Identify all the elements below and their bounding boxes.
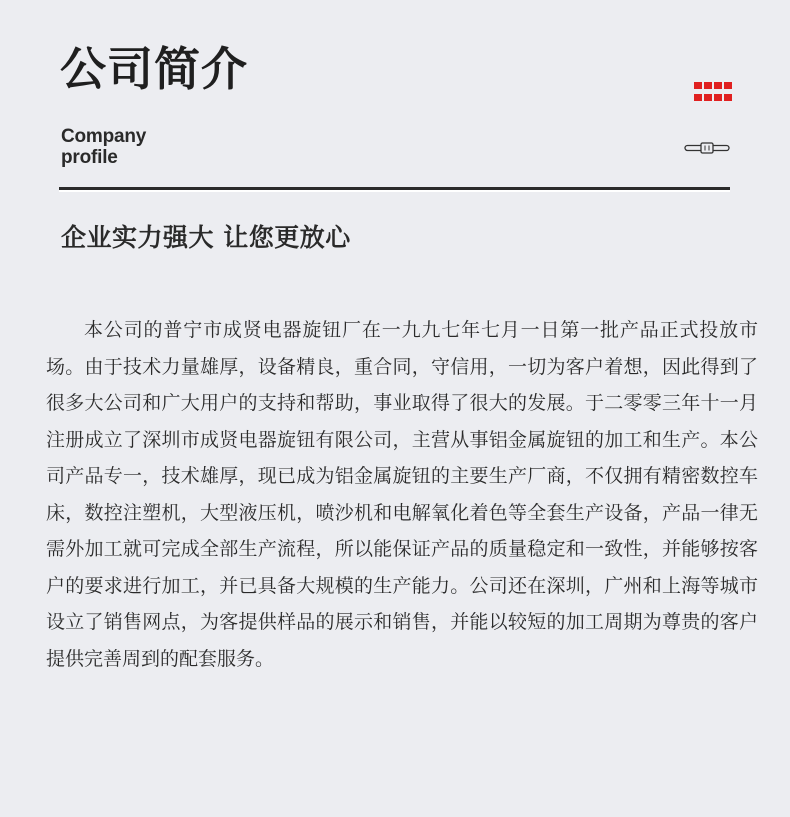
english-subtitle-line2: profile (61, 147, 118, 168)
section-subtitle: 企业实力强大 让您更放心 (61, 223, 351, 252)
page-title: 公司简介 (60, 42, 248, 96)
intro-paragraph: 本公司的普宁市成贤电器旋钮厂在一九九七年七月一日第一批产品正式投放市场。由于技术力量雄厚，设备精良，重合同，守信用，一切为客户着想，因此得到了很多大公司和广大用户的支持和帮助，事业取得了很大的发展。于二零零三年十一月注册成立了深圳市成贤电器旋钮有限公司，主营从事铝金属旋钮的加工和生产。本公司产品专一，技术雄厚，现已成为铝金属旋钮的主要生产厂商，不仅拥有精密数控车床，数控注塑机，大型液压机，喷沙机和电解氧化着色等全套生产设备，产品一律无需外加工就可完成全部生产流程，所以能保证产品的质量稳定和一致性，并能够按客户的要求进行加工，并已具备大规模的生产能力。公司还在深圳，广州和上海等城市设立了销售网点，为客提供样品的展示和销售，并能以较短的加工周期为尊贵的客户提供完善周到的配套服务。 (46, 319, 758, 670)
english-subtitle (61, 126, 146, 168)
header-divider (59, 187, 730, 190)
slider-icon (684, 142, 730, 154)
english-subtitle-line1: Company (61, 126, 147, 147)
dot-grid-icon (694, 82, 732, 102)
